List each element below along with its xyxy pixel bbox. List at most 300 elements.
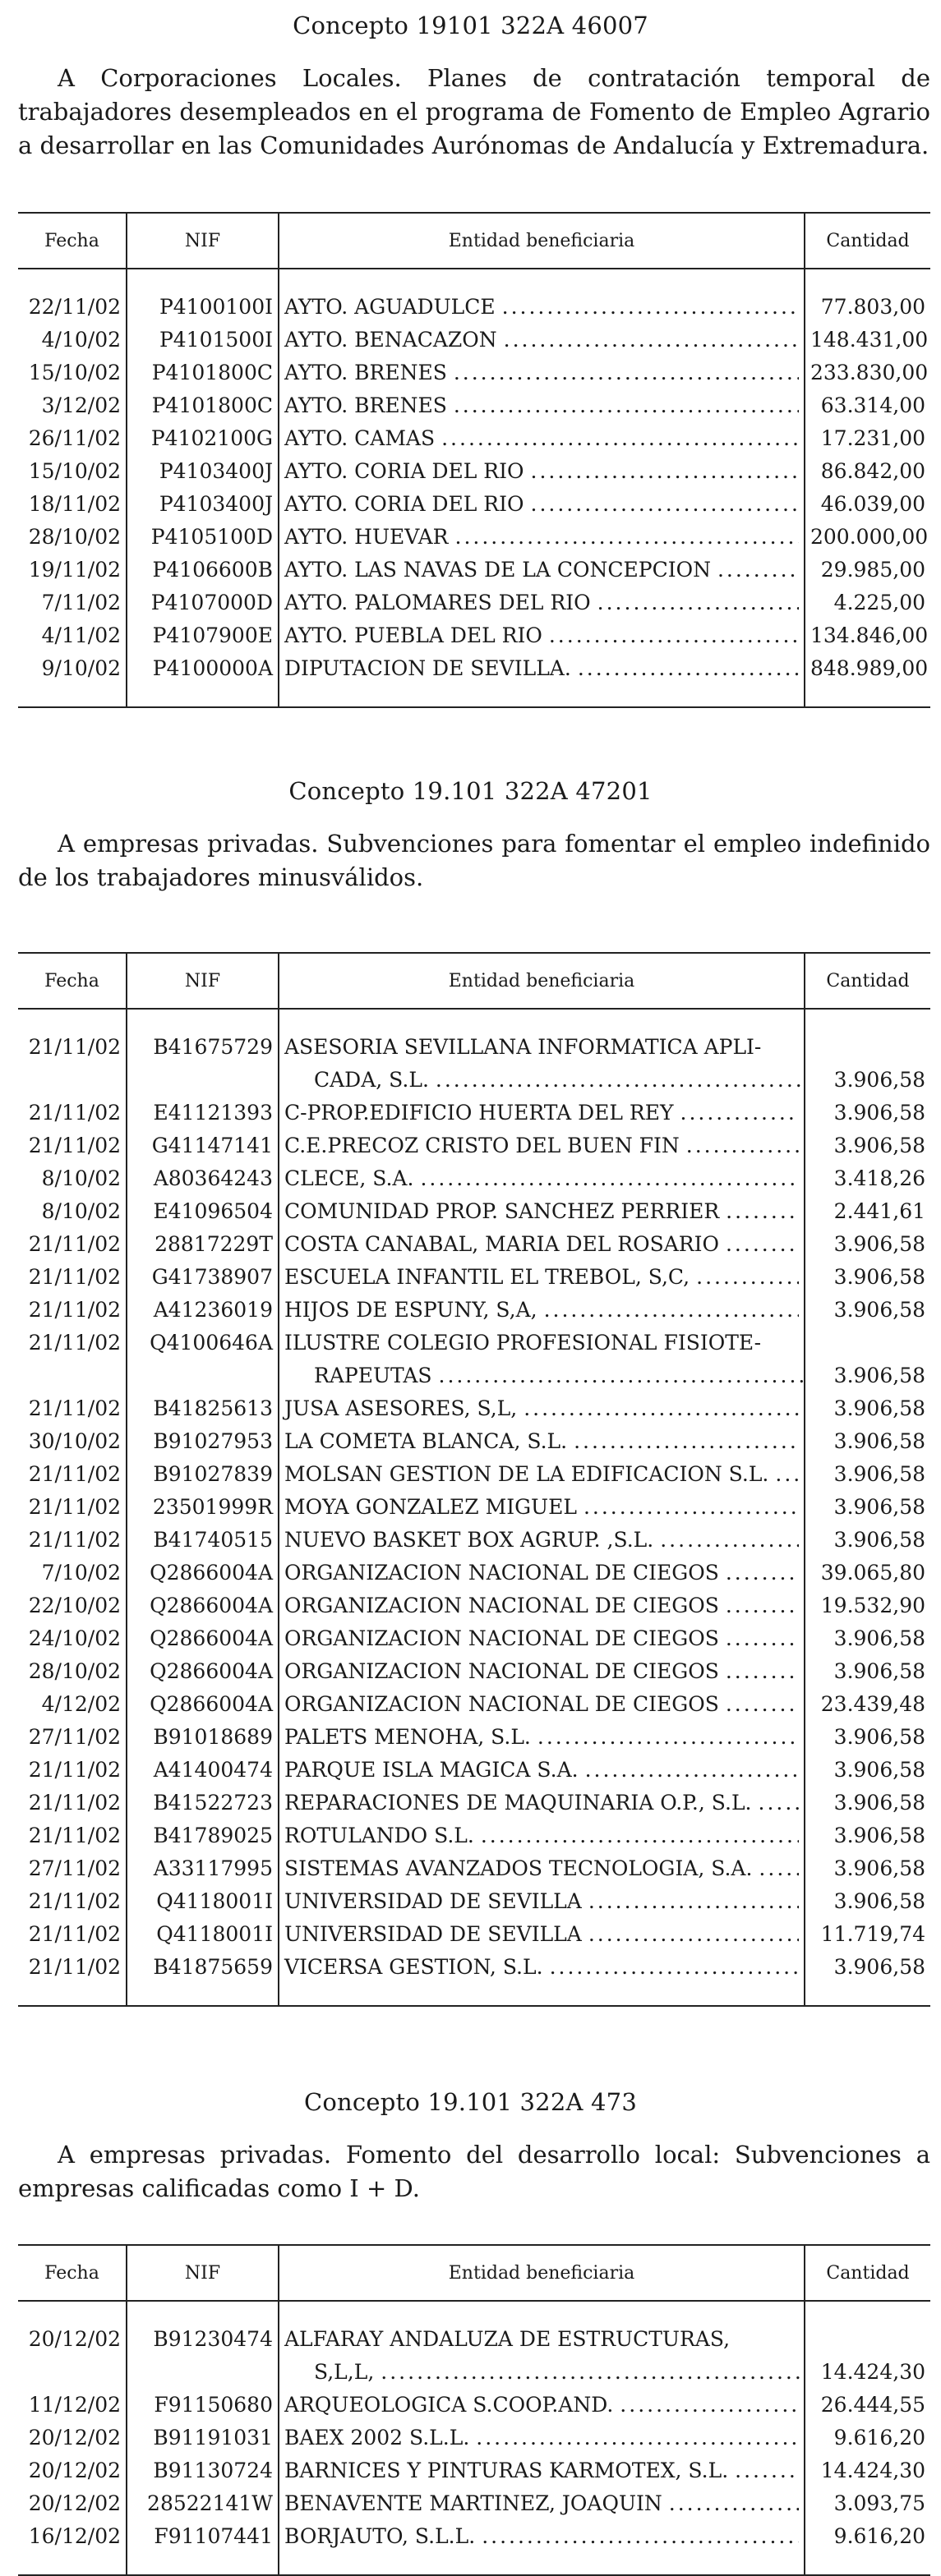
entidad-name: AYTO. PALOMARES DEL RIO bbox=[284, 591, 591, 614]
table-row bbox=[18, 1754, 930, 1787]
cell-cantidad bbox=[805, 1557, 930, 1589]
entidad-name: REPARACIONES DE MAQUINARIA O.P., S.L. bbox=[284, 1791, 752, 1815]
cell-nif-empty bbox=[127, 1359, 279, 1392]
table-bottom-cell bbox=[279, 2553, 805, 2575]
nif-value: Q2866004A bbox=[150, 1594, 273, 1617]
cell-entidad-continuation bbox=[279, 1064, 805, 1097]
cantidad-value: 3.906,58 bbox=[833, 1462, 925, 1486]
leader-dots bbox=[660, 1524, 799, 1557]
cell-entidad bbox=[279, 1491, 805, 1524]
section-3-table bbox=[18, 2244, 930, 2576]
cell-fecha bbox=[18, 1458, 127, 1491]
nif-value: B41875659 bbox=[153, 1955, 273, 1979]
nif-value: G41147141 bbox=[151, 1134, 273, 1157]
nif-value: 23501999R bbox=[152, 1495, 273, 1519]
table-bottom-cell bbox=[18, 685, 127, 707]
table-bottom-cell bbox=[18, 1984, 127, 2006]
table-row bbox=[18, 2454, 930, 2487]
entidad-name: AYTO. BRENES bbox=[284, 393, 447, 417]
entidad-name: JUSA ASESORES, S,L, bbox=[284, 1396, 518, 1420]
table-spacer-row bbox=[18, 2301, 930, 2323]
cell-cantidad bbox=[805, 1819, 930, 1852]
nif-value: Q2866004A bbox=[150, 1692, 273, 1716]
cantidad-value: 17.231,00 bbox=[820, 426, 925, 450]
cell-cantidad bbox=[805, 586, 930, 619]
cell-fecha bbox=[18, 1097, 127, 1129]
cell-entidad bbox=[279, 1097, 805, 1129]
cell-nif bbox=[127, 1622, 279, 1655]
cell-entidad bbox=[279, 1754, 805, 1787]
table-row bbox=[18, 2389, 930, 2422]
column-header-entidad: Entidad beneficiaria bbox=[279, 213, 805, 269]
cell-fecha bbox=[18, 1721, 127, 1754]
table-row bbox=[18, 1491, 930, 1524]
leader-dots bbox=[775, 1458, 799, 1491]
cell-fecha-empty bbox=[18, 1064, 127, 1097]
cell-fecha bbox=[18, 1129, 127, 1162]
nif-value: B91230474 bbox=[153, 2327, 273, 2351]
cell-fecha bbox=[18, 1031, 127, 1064]
cell-nif bbox=[127, 324, 279, 356]
cell-cantidad bbox=[805, 1129, 930, 1162]
cell-entidad bbox=[279, 422, 805, 455]
cell-nif bbox=[127, 1787, 279, 1819]
table-row bbox=[18, 2487, 930, 2520]
cell-nif bbox=[127, 291, 279, 324]
leader-dots bbox=[726, 1688, 799, 1721]
entidad-name: UNIVERSIDAD DE SEVILLA bbox=[284, 1922, 582, 1946]
section-2-concepto: Concepto 19.101 322A 47201 bbox=[288, 777, 653, 805]
entidad-name: MOLSAN GESTION DE LA EDIFICACION S.L. bbox=[284, 1462, 769, 1486]
cell-fecha bbox=[18, 1688, 127, 1721]
leader-dots bbox=[669, 2487, 799, 2520]
cell-entidad bbox=[279, 2323, 805, 2356]
fecha-value: 21/11/02 bbox=[28, 1035, 121, 1059]
entidad-name: AYTO. CORIA DEL RIO bbox=[284, 459, 524, 483]
table-spacer-cell bbox=[805, 269, 930, 291]
nif-value: B41675729 bbox=[153, 1035, 273, 1059]
cell-fecha bbox=[18, 1787, 127, 1819]
nif-value: Q4118001I bbox=[156, 1922, 273, 1946]
dot-leader bbox=[284, 1655, 799, 1688]
entidad-name: SISTEMAS AVANZADOS TECNOLOGIA, S.A. bbox=[284, 1856, 753, 1880]
cell-cantidad bbox=[805, 1655, 930, 1688]
cantidad-value: 3.906,58 bbox=[833, 1528, 925, 1552]
fecha-value: 21/11/02 bbox=[28, 1495, 121, 1519]
cell-cantidad bbox=[805, 1622, 930, 1655]
entidad-name: CLECE, S.A. bbox=[284, 1166, 414, 1190]
leader-dots bbox=[726, 1557, 799, 1589]
fecha-value: 21/11/02 bbox=[28, 1462, 121, 1486]
cell-entidad bbox=[279, 2389, 805, 2422]
cell-nif bbox=[127, 1195, 279, 1228]
fecha-value: 8/10/02 bbox=[41, 1166, 121, 1190]
cell-nif bbox=[127, 1819, 279, 1852]
dot-leader bbox=[284, 1097, 799, 1129]
cantidad-value: 9.616,20 bbox=[833, 2524, 925, 2548]
cantidad-value: 29.985,00 bbox=[820, 558, 925, 582]
cell-cantidad bbox=[805, 324, 930, 356]
table-spacer-cell bbox=[279, 269, 805, 291]
cell-entidad bbox=[279, 1688, 805, 1721]
entidad-name: BORJAUTO, S.L.L. bbox=[284, 2524, 476, 2548]
table-row bbox=[18, 356, 930, 389]
cell-entidad bbox=[279, 619, 805, 652]
cell-fecha bbox=[18, 356, 127, 389]
cantidad-value: 3.906,58 bbox=[833, 1134, 925, 1157]
leader-dots bbox=[726, 1228, 799, 1261]
column-header-cantidad: Cantidad bbox=[805, 953, 930, 1009]
table-row bbox=[18, 1557, 930, 1589]
cantidad-value: 3.906,58 bbox=[833, 1396, 925, 1420]
table-row bbox=[18, 1885, 930, 1918]
section-3-concepto: Concepto 19.101 322A 473 bbox=[304, 2088, 637, 2116]
cell-fecha bbox=[18, 554, 127, 586]
nif-value: B41522723 bbox=[153, 1791, 273, 1815]
cell-fecha bbox=[18, 1425, 127, 1458]
cantidad-value: 3.093,75 bbox=[833, 2491, 925, 2515]
cantidad-value: 3.418,26 bbox=[833, 1166, 925, 1190]
nif-value: P4105100D bbox=[150, 525, 273, 549]
fecha-value: 18/11/02 bbox=[28, 492, 121, 516]
leader-dots bbox=[584, 1491, 799, 1524]
cell-nif bbox=[127, 1754, 279, 1787]
dot-leader bbox=[284, 1754, 799, 1787]
cell-entidad bbox=[279, 1261, 805, 1294]
table-bottom-cell bbox=[805, 1984, 930, 2006]
fecha-value: 4/12/02 bbox=[41, 1692, 121, 1716]
dot-leader bbox=[284, 1129, 799, 1162]
cell-fecha bbox=[18, 1195, 127, 1228]
cell-nif bbox=[127, 1261, 279, 1294]
dot-leader bbox=[284, 1819, 799, 1852]
section-3-description: A empresas privadas. Fomento del desarrollo local: Subvenciones a empresas calificadas como I + D. bbox=[18, 2141, 930, 2202]
leader-dots bbox=[588, 1885, 799, 1918]
leader-dots bbox=[550, 1951, 799, 1984]
nif-value: P4101800C bbox=[151, 393, 273, 417]
cell-entidad bbox=[279, 324, 805, 356]
cell-cantidad bbox=[805, 1261, 930, 1294]
entidad-name: UNIVERSIDAD DE SEVILLA bbox=[284, 1889, 582, 1913]
table-bottom-row bbox=[18, 2553, 930, 2575]
cantidad-value: 3.906,58 bbox=[833, 1495, 925, 1519]
fecha-value: 21/11/02 bbox=[28, 1134, 121, 1157]
leader-dots bbox=[504, 324, 799, 356]
leader-dots bbox=[574, 1425, 799, 1458]
cell-entidad bbox=[279, 1392, 805, 1425]
cell-cantidad bbox=[805, 1195, 930, 1228]
table-row bbox=[18, 2520, 930, 2553]
nif-value: F91107441 bbox=[154, 2524, 273, 2548]
cantidad-value: 3.906,58 bbox=[833, 1298, 925, 1322]
cell-nif bbox=[127, 1162, 279, 1195]
fecha-value: 20/12/02 bbox=[28, 2491, 121, 2515]
leader-dots bbox=[381, 2356, 805, 2389]
nif-value: P4102100G bbox=[150, 426, 273, 450]
nif-value: Q4100646A bbox=[150, 1331, 273, 1355]
table-row bbox=[18, 1951, 930, 1984]
column-header-fecha: Fecha bbox=[18, 213, 127, 269]
cell-fecha bbox=[18, 1852, 127, 1885]
table-spacer-cell bbox=[127, 2301, 279, 2323]
nif-value: 28817229T bbox=[155, 1232, 273, 1256]
cell-entidad bbox=[279, 1228, 805, 1261]
cell-fecha bbox=[18, 2487, 127, 2520]
cell-nif bbox=[127, 1655, 279, 1688]
cell-entidad bbox=[279, 291, 805, 324]
leader-dots bbox=[436, 1064, 805, 1097]
cell-cantidad bbox=[805, 619, 930, 652]
cell-nif bbox=[127, 1392, 279, 1425]
entidad-name: VICERSA GESTION, S.L. bbox=[284, 1955, 543, 1979]
table-row bbox=[18, 291, 930, 324]
fecha-value: 8/10/02 bbox=[41, 1199, 121, 1223]
cell-cantidad bbox=[805, 356, 930, 389]
cantidad-value: 148.431,00 bbox=[810, 328, 929, 352]
cell-fecha bbox=[18, 1228, 127, 1261]
cell-entidad bbox=[279, 488, 805, 521]
nif-value: B91027953 bbox=[153, 1429, 273, 1453]
cell-fecha bbox=[18, 1819, 127, 1852]
dot-leader bbox=[284, 1392, 799, 1425]
entidad-name: NUEVO BASKET BOX AGRUP. ,S.L. bbox=[284, 1528, 654, 1552]
table-row bbox=[18, 1819, 930, 1852]
cell-nif bbox=[127, 1129, 279, 1162]
leader-dots bbox=[578, 652, 799, 685]
cell-nif bbox=[127, 586, 279, 619]
entidad-name-continuation: RAPEUTAS bbox=[314, 1364, 432, 1387]
leader-dots bbox=[439, 1359, 805, 1392]
table-spacer-cell bbox=[127, 269, 279, 291]
table-spacer-cell bbox=[18, 2301, 127, 2323]
cell-nif bbox=[127, 1951, 279, 1984]
cantidad-value: 3.906,58 bbox=[833, 1626, 925, 1650]
table-spacer-cell bbox=[805, 1009, 930, 1031]
entidad-name: ROTULANDO S.L. bbox=[284, 1824, 474, 1847]
cell-fecha bbox=[18, 586, 127, 619]
cell-fecha-empty bbox=[18, 2356, 127, 2389]
cantidad-value: 23.439,48 bbox=[820, 1692, 925, 1716]
entidad-name: AYTO. CORIA DEL RIO bbox=[284, 492, 524, 516]
cell-cantidad bbox=[805, 1491, 930, 1524]
leader-dots bbox=[597, 586, 799, 619]
entidad-name: PARQUE ISLA MAGICA S.A. bbox=[284, 1758, 579, 1782]
cell-nif bbox=[127, 1524, 279, 1557]
entidad-name: ORGANIZACION NACIONAL DE CIEGOS bbox=[284, 1626, 719, 1650]
dot-leader bbox=[284, 324, 799, 356]
cell-fecha bbox=[18, 1392, 127, 1425]
cell-nif bbox=[127, 1491, 279, 1524]
table-row bbox=[18, 1622, 930, 1655]
cell-nif bbox=[127, 1918, 279, 1951]
column-header-cantidad: Cantidad bbox=[805, 213, 930, 269]
cell-cantidad-empty bbox=[805, 1327, 930, 1359]
entidad-name: C-PROP.EDIFICIO HUERTA DEL REY bbox=[284, 1101, 674, 1125]
cell-cantidad bbox=[805, 1885, 930, 1918]
cell-nif bbox=[127, 1589, 279, 1622]
cell-entidad bbox=[279, 356, 805, 389]
cell-cantidad bbox=[805, 1162, 930, 1195]
dot-leader bbox=[284, 1622, 799, 1655]
cell-cantidad bbox=[805, 455, 930, 488]
column-header-entidad: Entidad beneficiaria bbox=[279, 953, 805, 1009]
table-row bbox=[18, 1458, 930, 1491]
cell-fecha bbox=[18, 1655, 127, 1688]
cell-entidad bbox=[279, 1129, 805, 1162]
table-row bbox=[18, 455, 930, 488]
table-bottom-cell bbox=[279, 1984, 805, 2006]
nif-value: Q4118001I bbox=[156, 1889, 273, 1913]
cantidad-value: 14.424,30 bbox=[820, 2459, 925, 2482]
nif-value: E41121393 bbox=[153, 1101, 273, 1125]
cell-entidad-continuation bbox=[279, 1359, 805, 1392]
fecha-value: 20/12/02 bbox=[28, 2426, 121, 2450]
dot-leader bbox=[284, 1852, 799, 1885]
nif-value: A33117995 bbox=[153, 1856, 273, 1880]
table-row bbox=[18, 2422, 930, 2454]
cantidad-value: 4.225,00 bbox=[833, 591, 925, 614]
dot-leader bbox=[284, 1524, 799, 1557]
cell-entidad bbox=[279, 521, 805, 554]
fecha-value: 28/10/02 bbox=[28, 525, 121, 549]
column-header-nif: NIF bbox=[127, 2245, 279, 2301]
entidad-name-continuation: S,L,L, bbox=[314, 2360, 375, 2384]
dot-leader bbox=[284, 291, 799, 324]
leader-dots bbox=[585, 1754, 799, 1787]
cell-fecha bbox=[18, 324, 127, 356]
column-header-fecha: Fecha bbox=[18, 2245, 127, 2301]
cantidad-value: 3.906,58 bbox=[833, 1824, 925, 1847]
cell-nif bbox=[127, 1852, 279, 1885]
dot-leader bbox=[284, 455, 799, 488]
cell-entidad bbox=[279, 1557, 805, 1589]
leader-dots bbox=[531, 488, 799, 521]
cantidad-value: 3.906,58 bbox=[833, 1068, 925, 1092]
nif-value: B91191031 bbox=[153, 2426, 273, 2450]
dot-leader bbox=[284, 1261, 799, 1294]
cell-cantidad bbox=[805, 1589, 930, 1622]
table-spacer-row bbox=[18, 269, 930, 291]
cell-nif-empty bbox=[127, 2356, 279, 2389]
cantidad-value: 233.830,00 bbox=[810, 361, 929, 384]
cell-fecha bbox=[18, 2454, 127, 2487]
entidad-name: BARNICES Y PINTURAS KARMOTEX, S.L. bbox=[284, 2459, 729, 2482]
table-row-continuation bbox=[18, 1359, 930, 1392]
cell-nif bbox=[127, 422, 279, 455]
cell-nif bbox=[127, 1557, 279, 1589]
dot-leader bbox=[284, 1458, 799, 1491]
entidad-name: ORGANIZACION NACIONAL DE CIEGOS bbox=[284, 1692, 719, 1716]
cell-nif bbox=[127, 2389, 279, 2422]
table-row bbox=[18, 1524, 930, 1557]
cell-entidad bbox=[279, 1622, 805, 1655]
cell-entidad-continuation bbox=[279, 2356, 805, 2389]
entidad-name: ORGANIZACION NACIONAL DE CIEGOS bbox=[284, 1659, 719, 1683]
cell-nif bbox=[127, 2323, 279, 2356]
fecha-value: 21/11/02 bbox=[28, 1922, 121, 1946]
entidad-name: AYTO. HUEVAR bbox=[284, 525, 449, 549]
column-header-nif: NIF bbox=[127, 213, 279, 269]
fecha-value: 7/11/02 bbox=[41, 591, 121, 614]
cell-fecha bbox=[18, 1754, 127, 1787]
cell-cantidad bbox=[805, 1228, 930, 1261]
entidad-name: ORGANIZACION NACIONAL DE CIEGOS bbox=[284, 1561, 719, 1585]
cell-nif bbox=[127, 455, 279, 488]
dot-leader bbox=[284, 1688, 799, 1721]
cell-nif bbox=[127, 488, 279, 521]
table-row bbox=[18, 389, 930, 422]
entidad-name: ESCUELA INFANTIL EL TREBOL, S,C, bbox=[284, 1265, 690, 1289]
cell-fecha bbox=[18, 291, 127, 324]
dot-leader bbox=[284, 2356, 805, 2389]
cell-nif bbox=[127, 2487, 279, 2520]
cell-nif bbox=[127, 652, 279, 685]
entidad-name: LA COMETA BLANCA, S.L. bbox=[284, 1429, 568, 1453]
cell-entidad bbox=[279, 1918, 805, 1951]
table-row bbox=[18, 1031, 930, 1064]
dot-leader bbox=[284, 1162, 799, 1195]
entidad-name: AYTO. AGUADULCE bbox=[284, 295, 496, 319]
cantidad-value: 200.000,00 bbox=[810, 525, 929, 549]
table-row bbox=[18, 1589, 930, 1622]
fecha-value: 15/10/02 bbox=[28, 459, 121, 483]
dot-leader bbox=[284, 1425, 799, 1458]
cell-entidad bbox=[279, 652, 805, 685]
nif-value: G41738907 bbox=[151, 1265, 273, 1289]
cantidad-value: 3.906,58 bbox=[833, 1791, 925, 1815]
entidad-name: AYTO. PUEBLA DEL RIO bbox=[284, 623, 542, 647]
cell-fecha bbox=[18, 1162, 127, 1195]
leader-dots bbox=[454, 356, 799, 389]
cell-cantidad-empty bbox=[805, 2323, 930, 2356]
nif-value: P4107900E bbox=[152, 623, 273, 647]
table-bottom-cell bbox=[127, 685, 279, 707]
dot-leader bbox=[284, 422, 799, 455]
cell-entidad bbox=[279, 389, 805, 422]
dot-leader bbox=[284, 2487, 799, 2520]
fecha-value: 21/11/02 bbox=[28, 1758, 121, 1782]
dot-leader bbox=[284, 1228, 799, 1261]
leader-dots bbox=[686, 1129, 799, 1162]
cell-entidad bbox=[279, 2422, 805, 2454]
cantidad-value: 3.906,58 bbox=[833, 1856, 925, 1880]
fecha-value: 7/10/02 bbox=[41, 1561, 121, 1585]
cell-fecha bbox=[18, 488, 127, 521]
cell-entidad bbox=[279, 1885, 805, 1918]
cell-fecha bbox=[18, 1589, 127, 1622]
cell-cantidad bbox=[805, 554, 930, 586]
dot-leader bbox=[284, 1294, 799, 1327]
fecha-value: 21/11/02 bbox=[28, 1889, 121, 1913]
cell-cantidad bbox=[805, 1359, 930, 1392]
entidad-name: AYTO. BENACAZON bbox=[284, 328, 497, 352]
leader-dots bbox=[476, 2422, 799, 2454]
cell-fecha bbox=[18, 521, 127, 554]
cell-nif bbox=[127, 2422, 279, 2454]
cantidad-value: 63.314,00 bbox=[820, 393, 925, 417]
cantidad-value: 86.842,00 bbox=[820, 459, 925, 483]
cell-nif bbox=[127, 1688, 279, 1721]
cantidad-value: 134.846,00 bbox=[810, 623, 929, 647]
cell-cantidad bbox=[805, 1392, 930, 1425]
table-spacer-cell bbox=[18, 269, 127, 291]
entidad-name: BENAVENTE MARTINEZ, JOAQUIN bbox=[284, 2491, 662, 2515]
table-row-continuation bbox=[18, 2356, 930, 2389]
cell-fecha bbox=[18, 652, 127, 685]
cantidad-value: 3.906,58 bbox=[833, 1725, 925, 1749]
fecha-value: 19/11/02 bbox=[28, 558, 121, 582]
entidad-name: COSTA CANABAL, MARIA DEL ROSARIO bbox=[284, 1232, 719, 1256]
